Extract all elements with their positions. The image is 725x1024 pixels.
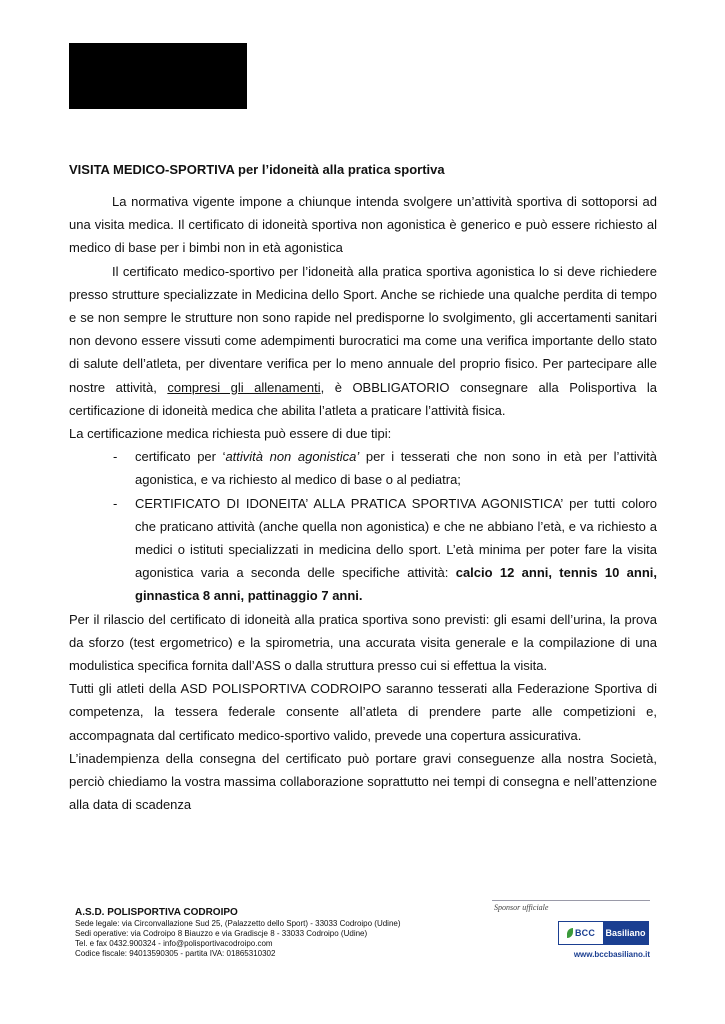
list-item-agonistic — [69, 492, 657, 608]
paragraph-text: Il certificato medico-sportivo per l’idoneità alla pratica sportiva agonistica lo si deve richiedere presso strutture specializzate in Medicina dello Sport. Anche se richiede una qualche perdita di tempo e se non sempre le strutture non sono rapide nel predisporne lo svolgimento, gli accertamenti sanitari non devono essere vissuti come adempimenti burocratici ma come una verifica importante dello stato di salute dell’atleta, per diventare verifica per lo meno annuale del proprio fisico. Per partecipare alle nostre attività, — [69, 263, 657, 395]
list-item-text: certificato per ‘ — [135, 449, 226, 465]
footer-contact — [75, 906, 475, 959]
leaf-icon — [567, 928, 573, 938]
document-title: VISITA MEDICO-SPORTIVA per l’idoneità alla pratica sportiva — [69, 162, 445, 177]
bold-text: calcio 12 anni, tennis 10 anni, ginnastica 8 anni, pattinaggio 7 anni. — [135, 565, 657, 604]
paragraph-exams: Per il rilascio del certificato di idoneità alla pratica sportiva sono previsti: gli esami dell’urina, la prova da sforzo (test ergometrico) e la spirometria, una accurata visita generale e la compilazione di una modulistica specifica fornita dall’ASS o dalla struttura presso cui si effettua la visita. — [69, 611, 657, 674]
sponsor-website: www.bccbasiliano.it — [573, 950, 650, 959]
redacted-logo-block — [69, 43, 247, 109]
sponsor-divider — [492, 900, 650, 901]
paragraph-intro: La normativa vigente impone a chiunque intenda svolgere un’attività sportiva di sottoporsi ad una visita medica. Il certificato di idoneità sportiva non agonistica è generico e può essere richiesto al medico di base per i bimbi non in età agonistica — [69, 194, 657, 256]
footer-address-operative: Sedi operative: via Codroipo 8 Biauzzo e via Gradiscje 8 - 33033 Codroipo (Udine) — [75, 929, 368, 938]
footer-phone-email: Tel. e fax 0432.900324 - info@polisportivacodroipo.com — [75, 939, 273, 948]
sponsor-caption: Sponsor ufficiale — [494, 903, 549, 912]
bank-mark — [559, 922, 603, 944]
list-item-text: per i tesserati che non sono in età per l’attività agonistica, e va richiesto al medico di base o al pediatra; — [135, 449, 657, 488]
bullet-dash: - — [113, 495, 118, 511]
sponsor-bank-logo — [558, 921, 649, 945]
document-body — [69, 190, 657, 816]
bullet-dash: - — [113, 449, 118, 465]
footer-tax-codes: Codice fiscale: 94013590305 - partita IVA: 01865310302 — [75, 949, 276, 958]
paragraph-agonistic-certificate — [69, 260, 657, 422]
paragraph-certificate-types: La certificazione medica richiesta può essere di due tipi: — [69, 426, 392, 442]
footer-address-legal: Sede legale: via Circonvallazione Sud 25, (Palazzetto dello Sport) - 33033 Codroipo (Udine) — [75, 919, 401, 928]
italic-text: attività non agonistica’ — [225, 449, 360, 465]
certificate-type-list — [69, 445, 657, 607]
paragraph-federation: Tutti gli atleti della ASD POLISPORTIVA CODROIPO saranno tesserati alla Federazione Sportiva di competenza, la tessera federale consente all’atleta di prendere parte alle competizioni e, accompagnata dal certificato medico-sportivo valido, prevede una copertura assicurativa. — [69, 681, 657, 743]
underlined-text: compresi gli allenamenti — [167, 379, 321, 395]
bank-name: Basiliano — [603, 922, 648, 944]
paragraph-consequences: L’inadempienza della consegna del certificato può portare gravi conseguenze alla nostra Società, perciò chiediamo la vostra massima collaborazione soprattutto nei tempi di consegna e nell’attenzione alla data di scadenza — [69, 750, 657, 813]
bank-mark-text: BCC — [574, 928, 596, 938]
footer-organization: A.S.D. POLISPORTIVA CODROIPO — [75, 907, 238, 918]
list-item-text: CERTIFICATO DI IDONEITA’ ALLA PRATICA SPORTIVA AGONISTICA’ per tutti coloro che praticano attività (anche quella non agonistica) e che ne abbiano l’età, e va richiesto a medici o istituti specializzati in medicina dello sport. L’età minima per poter fare la visita agonistica varia a seconda delle specifiche attività: — [135, 495, 657, 581]
paragraph-text: , è OBBLIGATORIO consegnare alla Polisportiva la certificazione di idoneità medica che abilita l’atleta a praticare l’attività fisica. — [69, 379, 658, 418]
list-item-non-agonistic — [69, 445, 657, 491]
